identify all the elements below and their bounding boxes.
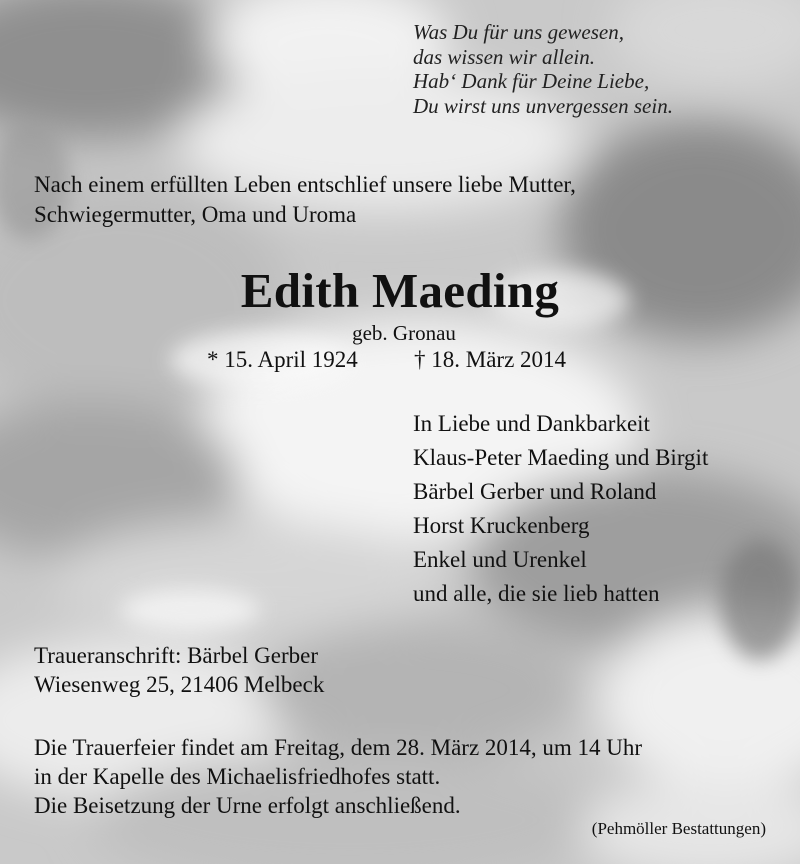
death-date: † 18. März 2014 [414, 347, 567, 372]
funeral-service-info [34, 733, 642, 820]
service-line: in der Kapelle des Michaelisfriedhofes statt. [34, 764, 441, 789]
announcement-intro [34, 170, 576, 230]
poem-line: Du wirst uns unvergessen sein. [413, 93, 673, 118]
poem-line: Hab‘ Dank für Deine Liebe, [413, 69, 650, 93]
mourners-list [413, 407, 708, 611]
mourner-line: und alle, die sie lieb hatten [413, 581, 660, 606]
intro-line: Nach einem erfüllten Leben entschlief unsere liebe Mutter, [34, 172, 576, 197]
maiden-name [0, 321, 800, 346]
maiden-name-text: geb. Gronau [352, 321, 456, 345]
intro-line: Schwiegermutter, Oma und Uroma [34, 202, 357, 227]
memorial-poem [413, 20, 673, 118]
deceased-name: Edith Maeding [240, 263, 560, 318]
address-line: Traueranschrift: Bärbel Gerber [34, 643, 318, 668]
mourner-line: Horst Kruckenberg [413, 513, 590, 538]
mourner-line: Bärbel Gerber und Roland [413, 479, 657, 504]
poem-line: das wissen wir allein. [413, 44, 596, 69]
mourner-line: Enkel und Urenkel [413, 547, 587, 572]
poem-line: Was Du für uns gewesen, [413, 20, 624, 44]
undertaker-credit: (Pehmöller Bestattungen) [591, 819, 766, 838]
service-line: Die Beisetzung der Urne erfolgt anschließend. [34, 793, 461, 818]
mourning-address [34, 641, 324, 699]
service-line: Die Trauerfeier findet am Freitag, dem 28. März 2014, um 14 Uhr [34, 735, 643, 760]
mourner-line: In Liebe und Dankbarkeit [413, 411, 650, 436]
birth-date: * 15. April 1924 [207, 347, 358, 372]
mourner-line: Klaus-Peter Maeding und Birgit [413, 445, 709, 470]
address-line: Wiesenweg 25, 21406 Melbeck [34, 672, 325, 697]
